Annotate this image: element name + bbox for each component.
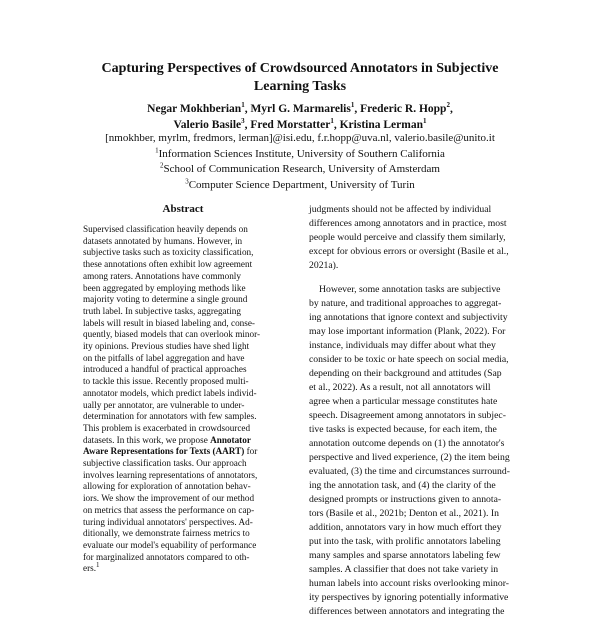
abstract-line: This problem is exacerbated in crowdsourced (83, 422, 251, 433)
body-text (309, 203, 509, 619)
abstract-line: iors. We show the improvement of our method (83, 493, 255, 504)
body-line: human labels into account risks overlooking minor- (309, 578, 509, 589)
body-line: judgments should not be affected by individual (309, 204, 492, 215)
abstract-line: ity opinions. Previous studies have shed light (83, 341, 250, 352)
body-line: addition, annotators vary in how much effort they (309, 522, 502, 533)
abstract-line: annotator models, which predict labels individ- (83, 387, 257, 398)
affiliation-name: Computer Science Department, University of Turin (188, 178, 415, 191)
affiliation-line (40, 178, 560, 194)
body-line: tors (Basile et al., 2021b; Denton et al., 2021). In (309, 508, 499, 519)
author-affiliation-mark: 3 (241, 117, 245, 126)
abstract-line: ditionally, we demonstrate fairness metrics to (83, 528, 250, 539)
author-affiliation-mark: 1 (350, 101, 355, 110)
abstract-line: quently, biased models that can overlook minor- (83, 329, 261, 340)
paragraph-gap (309, 273, 509, 283)
abstract-line: labels will result in biased labeling and, conse- (83, 317, 255, 328)
body-line: differences between annotators and integrating the (309, 606, 505, 617)
author-name: Myrl G. Marmarelis (250, 103, 351, 115)
body-line: samples. A classifier that does not take variety in (309, 564, 499, 575)
paper-title (60, 60, 540, 96)
body-line: perspective and lived experience, (2) the item being (309, 452, 510, 463)
body-line: consider to be toxic or hate speech on social media, (309, 354, 509, 365)
body-line: may lose important information (Plank, 2022). For (309, 326, 506, 337)
abstract-line (83, 563, 283, 575)
body-line: put into the task, with prolific annotators labeling (309, 536, 501, 547)
abstract-line: ually per annotator, are vulnerable to under- (83, 399, 245, 410)
affiliation-number: 1 (155, 145, 159, 154)
body-line: instance, individuals may differ about what they (309, 340, 496, 351)
abstract-line: Supervised classification heavily depends on (83, 224, 248, 234)
author-affiliation-mark: 2 (446, 101, 450, 110)
abstract-heading: Abstract (162, 203, 204, 215)
abstract-line: for marginalized annotators compared to oth- (83, 551, 250, 562)
affiliation-name: Information Sciences Institute, University of Southern California (158, 147, 445, 160)
abstract-bold-term: Aware Representations for Texts (AART) (83, 446, 245, 457)
abstract-line: evaluate our model's equability of performance (83, 539, 257, 550)
body-line: many samples and sparse annotators labeling few (309, 550, 501, 561)
abstract-line: datasets annotated by humans. However, in (83, 235, 243, 246)
abstract-line (83, 435, 283, 447)
body-line: 2021a). (309, 260, 339, 271)
author-affiliation-mark: 1 (330, 117, 334, 126)
abstract-text: ers. (83, 563, 97, 574)
body-line: et al., 2022). As a result, not all annotators will (309, 382, 491, 393)
abstract-line: truth label. In subjective tasks, aggregating (83, 305, 241, 316)
body-line: ity perspectives by ignoring potentially informative (309, 592, 509, 603)
right-column (309, 203, 509, 619)
author-line: Valerio Basile$^3$, Fred Morstatter$^1$, Kristina Lerman$^1$ (173, 117, 427, 131)
abstract-line: subjective classification tasks. Our approach (83, 458, 247, 469)
abstract-line: turing individual annotators' perspectives. Ad- (83, 516, 253, 527)
author-affiliation-mark: 1 (241, 101, 245, 110)
author-name: Valerio Basile (173, 119, 242, 131)
abstract-line: been aggregated by employing methods like (83, 282, 246, 293)
body-line: designed prompts or instructions given to annota- (309, 494, 502, 505)
abstract-line: subjective tasks such as toxicity classification, (83, 247, 254, 258)
abstract-line: determination for annotators with few samples. (83, 411, 257, 422)
body-line: evaluated, (3) the time and circumstances surround- (309, 466, 510, 477)
body-line: depending on their background and attitudes (Sap (309, 368, 502, 379)
footnote-mark: 1 (96, 561, 100, 570)
abstract-line: to tackle this issue. Recently proposed multi- (83, 376, 249, 387)
body-line: agree when a particular message constitutes hate (309, 396, 498, 407)
author-list (60, 101, 540, 133)
author-line: Negar Mokhberian$^1$, Myrl G. Marmarelis$^1$, Frederic R. Hopp$^2$, (147, 101, 453, 115)
abstract-text: datasets. In this work, we propose (83, 434, 208, 445)
body-line: ing the annotation task, and (4) the clarity of the (309, 480, 496, 491)
body-line: speech. Disagreement among annotators in subjec- (309, 410, 506, 421)
affiliation-number: 2 (160, 161, 164, 170)
affiliation-line (40, 147, 560, 163)
title-line: Capturing Perspectives of Crowdsourced Annotators in Subjective (101, 61, 499, 76)
abstract-line: introduced a handful of practical approaches (83, 364, 247, 375)
author-metadata (40, 131, 560, 193)
author-name: Frederic R. Hopp (360, 103, 447, 115)
body-line: people would perceive and classify them similarly, (309, 232, 506, 243)
abstract-bold-term: Annotator (210, 434, 251, 445)
affiliation-name: School of Communication Research, University of Amsterdam (163, 163, 440, 175)
abstract-line: on the pitfalls of label aggregation and have (83, 352, 245, 363)
abstract-text: for (246, 446, 258, 457)
body-line: differences among annotators and in practice, most (309, 218, 507, 229)
author-name: Fred Morstatter (250, 119, 331, 131)
body-line: except for obvious errors or oversight (Basile et al., (309, 246, 509, 257)
abstract-body (83, 224, 283, 575)
body-line: ing annotations that ignore context and subjectivity (309, 312, 508, 323)
author-name: Kristina Lerman (339, 119, 423, 131)
affiliation-line (40, 162, 560, 178)
author-name: Negar Mokhberian (147, 103, 242, 115)
body-line: annotation outcome depends on (1) the annotator's (309, 438, 505, 449)
abstract-line (83, 446, 283, 458)
author-emails: [nmokhber, myrlm, fredmors, lerman]@isi.edu, f.r.hopp@uva.nl, valerio.basile@unito.it (105, 132, 495, 144)
abstract-line: involves learning representations of annotators, (83, 469, 258, 480)
abstract-line: allowing for exploration of annotation behav- (83, 481, 251, 492)
body-line: by nature, and traditional approaches to aggregat- (309, 298, 502, 309)
abstract-line: among raters. Annotations have commonly (83, 270, 241, 281)
abstract-line: majority voting to determine a single ground (83, 294, 248, 305)
abstract-line: these annotations often exhibit low agreement (83, 259, 253, 270)
affiliation-number: 3 (185, 176, 189, 185)
body-line: However, some annotation tasks are subjective (319, 284, 501, 295)
left-column (83, 202, 283, 575)
title-line: Learning Tasks (253, 79, 347, 94)
abstract-line: on metrics that assess the performance on cap- (83, 504, 255, 515)
author-affiliation-mark: 1 (422, 117, 427, 126)
body-line: tive tasks is expected because, for each item, the (309, 424, 497, 435)
